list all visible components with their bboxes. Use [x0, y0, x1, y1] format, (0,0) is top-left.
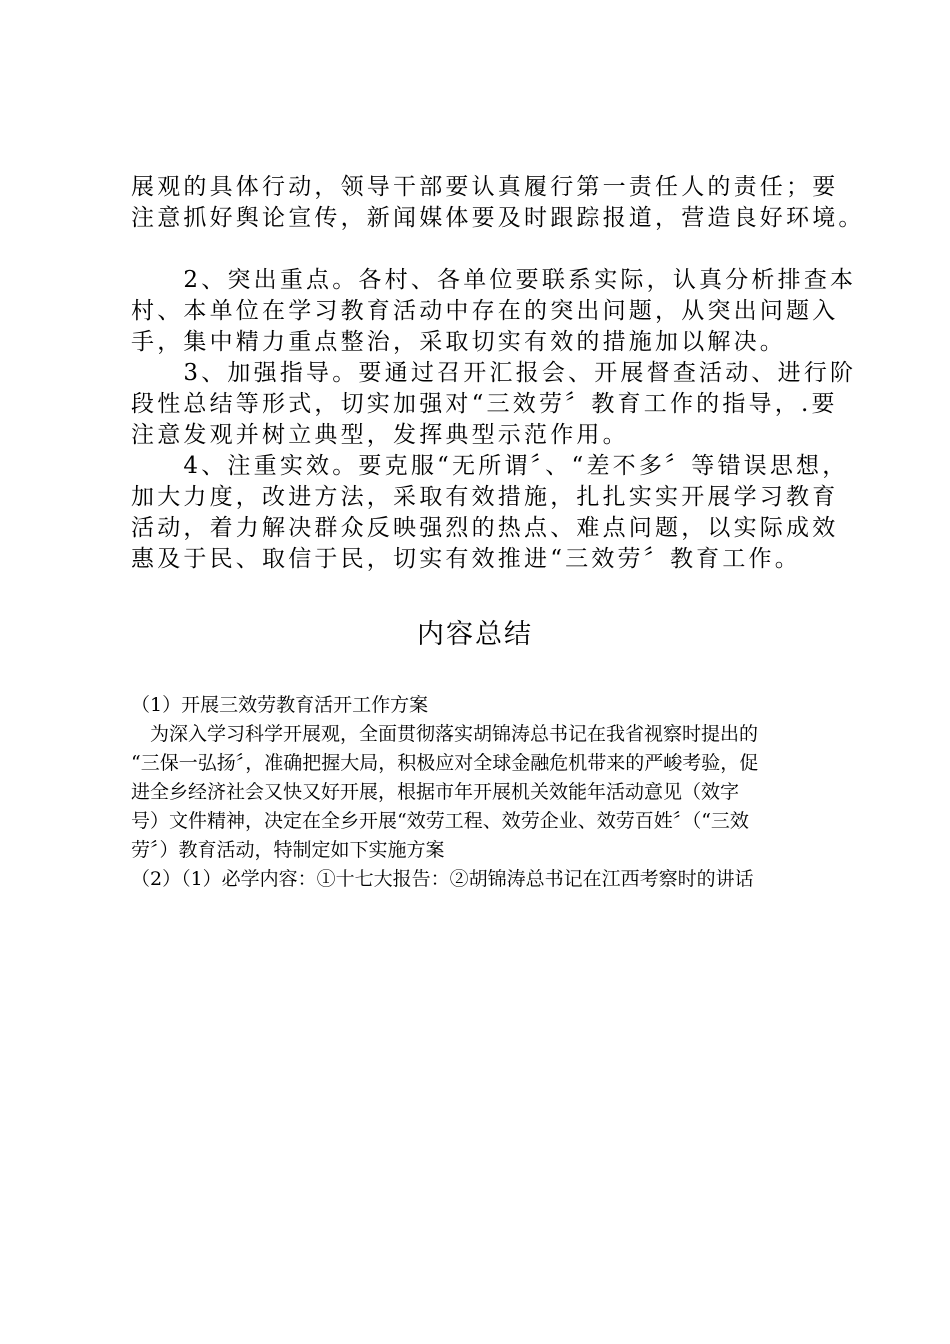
- paragraph-line: 手，集中精力重点整治，采取切实有效的措施加以解决。: [131, 329, 786, 355]
- paragraph-line: 4、注重实效。要克服“无所谓〞、“差不多〞等错误思想，: [131, 453, 849, 479]
- item-3-paragraph: [131, 358, 857, 451]
- summary-line: “三保一弘扬〞，准确把握大局，积极应对全球金融危机带来的严峻考验，促: [131, 752, 759, 774]
- paragraph-line: 2、突出重点。各村、各单位要联系实际，认真分析排查本: [131, 267, 857, 293]
- item-2-paragraph: [131, 265, 857, 358]
- paragraph-line: 活动，着力解决群众反映强烈的热点、难点问题，以实际成效: [131, 515, 839, 541]
- item-4-paragraph: [131, 451, 849, 575]
- paragraph-line: 3、加强指导。要通过召开汇报会、开展督查活动、进行阶: [131, 360, 857, 386]
- summary-line: 号）文件精神，决定在全乡开展“效劳工程、效劳企业、效劳百姓〞（“三效: [131, 810, 749, 832]
- summary-line: 劳〞）教育活动，特制定如下实施方案: [131, 839, 445, 861]
- summary-heading: 内容总结: [417, 619, 533, 650]
- summary-line: （1）开展三效劳教育活开工作方案: [131, 694, 429, 716]
- summary-section: [131, 691, 821, 894]
- continuation-paragraph: [131, 172, 865, 234]
- paragraph-line: 注意抓好舆论宣传，新闻媒体要及时跟踪报道，营造良好环境。: [131, 205, 865, 231]
- summary-line: 为深入学习科学开展观，全面贯彻落实胡锦涛总书记在我省视察时提出的: [131, 723, 759, 745]
- summary-line: （2）（1）必学内容：①十七大报告：②胡锦涛总书记在江西考察时的讲话: [131, 868, 754, 890]
- paragraph-line: 惠及于民、取信于民，切实有效推进“三效劳〞教育工作。: [131, 546, 801, 572]
- summary-line: 进全乡经济社会又快又好开展，根据市年开展机关效能年活动意见（效字: [131, 781, 740, 803]
- paragraph-line: 注意发观并树立典型，发挥典型示范作用。: [131, 422, 629, 448]
- paragraph-line: 展观的具体行动，领导干部要认真履行第一责任人的责任；要: [131, 174, 839, 200]
- paragraph-line: 村、本单位在学习教育活动中存在的突出问题，从突出问题入: [131, 298, 839, 324]
- paragraph-line: 段性总结等形式，切实加强对“三效劳〞教育工作的指导，.要: [131, 391, 838, 417]
- paragraph-line: 加大力度，改进方法，采取有效措施，扎扎实实开展学习教育: [131, 484, 839, 510]
